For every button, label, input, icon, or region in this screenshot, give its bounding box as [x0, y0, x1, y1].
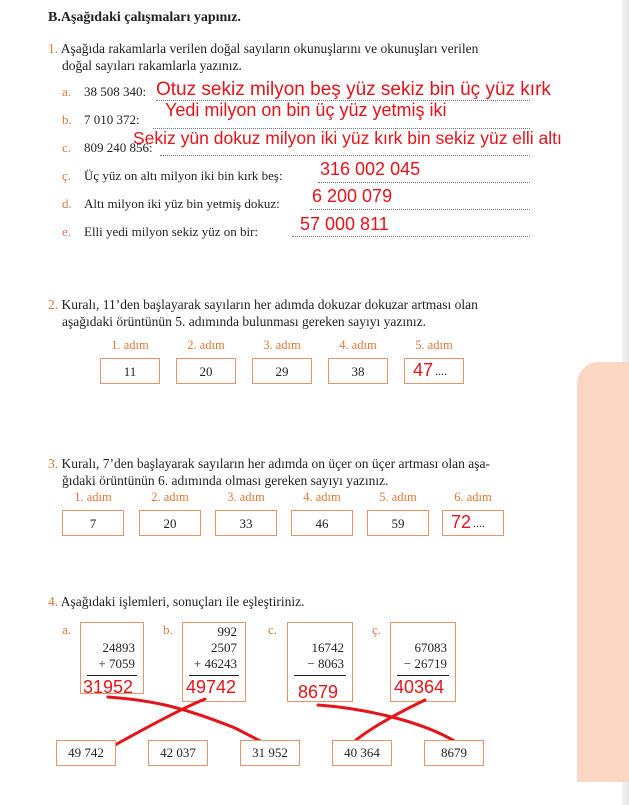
match-line-b — [115, 699, 205, 745]
q2-box-3: 29 — [252, 358, 312, 384]
section-title: B.Aşağıdaki çalışmaları yapınız. — [48, 10, 241, 25]
q2-step-1: 1. adım — [111, 338, 149, 352]
q1-item-a-text: 38 508 340: — [84, 84, 147, 99]
q1-item-e-text: Elli yedi milyon sekiz yüz on bir: — [84, 224, 259, 239]
q1-item-e-answer: 57 000 811 — [300, 214, 389, 234]
q1-item-d-answer: 6 200 079 — [312, 186, 393, 206]
q3-line2: ğıdaki örüntünün 6. adımında olması gereken sayıyı yazınız. — [62, 473, 389, 488]
q3-box-2: 20 — [139, 510, 201, 536]
q1-item-d-label: d. — [62, 196, 72, 211]
q4-result-2[interactable]: 42 037 — [148, 740, 208, 766]
q1-item-c-text: 809 240 856: — [84, 140, 153, 155]
q1-item-c-answer: Sekiz yün dokuz milyon iki yüz kırk bin sekiz yüz elli altı — [133, 128, 562, 148]
q2-line2: aşağıdaki örüntünün 5. adımında bulunması gereken sayıyı yazınız. — [62, 314, 427, 329]
q4-op-a-label: a. — [62, 622, 72, 637]
q1-line1: Aşağıda rakamlarla verilen doğal sayıların okunuşlarını ve okunuşları verilen — [60, 41, 479, 56]
q3-step-6: 6. adım — [454, 490, 492, 504]
q2-line1: Kuralı, 11’den başlayarak sayıların her adımda dokuzar dokuzar artması olan — [61, 297, 478, 312]
q4-op-c-line2: − 8063 — [307, 656, 344, 671]
match-line-c — [318, 705, 456, 742]
q4-op-b-answer: 49742 — [186, 677, 237, 697]
q4-text: Aşağıdaki işlemleri, sonuçları ile eşleştiriniz. — [60, 594, 305, 609]
q3-box-5: 59 — [367, 510, 429, 536]
q4-result-1[interactable]: 49 742 — [56, 740, 116, 766]
q4-number: 4. — [48, 594, 59, 609]
q4-op-a-line1: 24893 — [102, 640, 135, 655]
q4-op-c-label: c. — [268, 622, 278, 637]
q3-step-3: 3. adım — [227, 490, 265, 504]
q2-answer-dots: .... — [435, 364, 447, 378]
q4-op-b-line2: 2507 — [211, 640, 237, 655]
q3-answer: 72 — [451, 512, 472, 532]
q2-step-5: 5. adım — [415, 338, 453, 352]
q1-number: 1. — [48, 41, 59, 56]
q1-item-b-answer: Yedi milyon on bin üç yüz yetmiş iki — [165, 100, 447, 120]
q2-box-4: 38 — [328, 358, 388, 384]
q1-item-e-label: e. — [62, 224, 72, 239]
q4-op-a-line2: + 7059 — [98, 656, 135, 671]
q2-step-2: 2. adım — [187, 338, 225, 352]
q3-box-1: 7 — [62, 510, 124, 536]
q1-item-a-answer: Otuz sekiz milyon beş yüz sekiz bin üç yüz kırk — [156, 79, 551, 100]
q4-op-c-line1: 16742 — [311, 640, 344, 655]
q1-item-b-text: 7 010 372: — [84, 112, 140, 127]
q1-item-cc-answer: 316 002 045 — [320, 159, 421, 179]
q4-op-c-answer: 8679 — [298, 682, 339, 702]
q4-result-4[interactable]: 40 364 — [332, 740, 392, 766]
q3-step-2: 2. adım — [151, 490, 189, 504]
q3-box-3: 33 — [215, 510, 277, 536]
q3-line1: Kuralı, 7’den başlayarak sayıların her adımda on üçer on üçer artması olan aşa- — [61, 456, 490, 471]
q4-op-cc-line2: − 26719 — [403, 656, 447, 671]
q1-item-b-label: b. — [62, 112, 72, 127]
q3-step-5: 5. adım — [379, 490, 417, 504]
q1-item-c-label: c. — [62, 140, 72, 155]
q4-op-b-line1: 992 — [217, 624, 237, 639]
q1-item-cc-label: ç. — [62, 168, 72, 183]
q3-step-4: 4. adım — [303, 490, 341, 504]
q4-result-3[interactable]: 31 952 — [240, 740, 300, 766]
q1-item-cc-text: Üç yüz on altı milyon iki bin kırk beş: — [84, 168, 283, 183]
q3-number: 3. — [48, 456, 59, 471]
q1-line2: doğal sayıları rakamlarla yazınız. — [62, 58, 242, 73]
q3-step-1: 1. adım — [74, 490, 112, 504]
q4-op-cc-line1: 67083 — [414, 640, 447, 655]
q1-item-d-text: Altı milyon iki yüz bin yetmiş dokuz: — [84, 196, 280, 211]
q2-step-4: 4. adım — [339, 338, 377, 352]
q2-step-3: 3. adım — [263, 338, 301, 352]
q2-answer: 47 — [413, 360, 434, 380]
q3-box-4: 46 — [291, 510, 353, 536]
q4-op-b-line3: + 46243 — [193, 656, 237, 671]
q1-item-a-label: a. — [62, 84, 72, 99]
q4-op-b-label: b. — [163, 622, 173, 637]
q2-box-2: 20 — [176, 358, 236, 384]
q2-number: 2. — [48, 297, 59, 312]
q3-answer-dots: .... — [473, 516, 485, 530]
q4-op-cc-label: ç. — [372, 622, 382, 637]
q4-op-a-answer: 31952 — [83, 677, 134, 697]
q2-box-1: 11 — [100, 358, 160, 384]
q4-op-cc-answer: 40364 — [394, 677, 445, 697]
match-line-cc — [356, 700, 425, 740]
q4-result-5[interactable]: 8679 — [424, 740, 484, 766]
